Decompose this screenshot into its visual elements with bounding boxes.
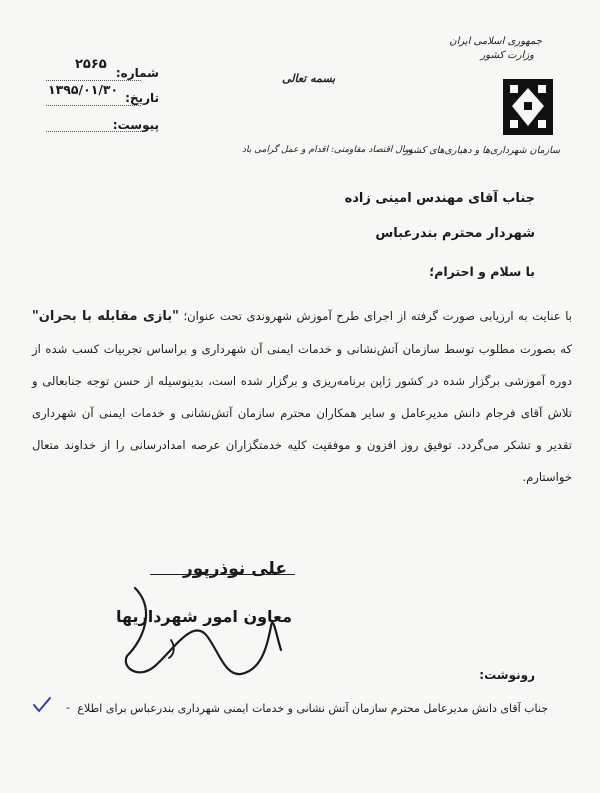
- cc-item: جناب آقای دانش مدیرعامل محترم سازمان آتش نشانی و خدمات ایمنی شهرداری بندرعباس برای اطلاع: [77, 702, 548, 715]
- recipient-line2: شهردار محترم بندرعباس: [375, 226, 535, 241]
- bismillah: بسمه تعالی: [282, 72, 336, 85]
- greeting: با سلام و احترام؛: [429, 264, 535, 279]
- org-name: سازمان شهرداری‌ها و دهیاری‌های کشور: [403, 145, 560, 156]
- quoted-title: "بازی مقابله با بحران": [32, 309, 179, 324]
- date-underline: [46, 105, 141, 106]
- emblem-line1: جمهوری اسلامی ایران: [449, 36, 542, 47]
- number-label: شماره:: [115, 66, 159, 80]
- cc-label: رونوشت:: [479, 668, 535, 682]
- date-label: تاریخ:: [125, 91, 159, 105]
- signer-name: علی نوذرپور: [182, 559, 287, 579]
- cc-dash: -: [66, 701, 70, 714]
- attachment-label: پیوست:: [112, 118, 159, 132]
- emblem-line2: وزارت کشور: [480, 50, 534, 61]
- year-slogan: سال اقتصاد مقاومتی: اقدام و عمل گرامی باد: [242, 145, 413, 155]
- signer-title: معاون امور شهرداریها: [115, 607, 292, 626]
- signature-strike: [150, 574, 295, 575]
- attachment-underline: [46, 131, 141, 132]
- number-underline: [46, 80, 141, 81]
- checkmark-icon: [32, 696, 52, 714]
- body-rest: که بصورت مطلوب توسط سازمان آتش‌نشانی و خدمات ایمنی آن شهرداری و براساس تجربیات کسب شده از دوره آموزشی برگزار شده در کشور ژاپن برنامه‌ریزی و برگزار شده است، بدینوسیله از حسن توجه جنابعالی و تلاش آقای فرجام دانش مدیرعامل و سایر همکاران محترم سازمان آتش‌نشانی و خدمات ایمنی آن شهرداری تقدیر و تشکر می‌گردد. توفیق روز افزون و موفقیت کلیه خدمتگزاران عرصه امدادرسانی را از خداوند متعال خواستارم.: [32, 342, 572, 484]
- letter-body: [32, 300, 572, 493]
- recipient-line1: جناب آقای مهندس امینی زاده: [344, 191, 535, 206]
- number-value: ۲۵۶۵: [75, 57, 107, 72]
- body-intro: با عنایت به ارزیابی صورت گرفته از اجرای طرح آموزش شهروندی تحت عنوان؛: [183, 309, 573, 323]
- handwritten-signature: [95, 578, 305, 686]
- date-value: ۱۳۹۵/۰۱/۳۰: [48, 82, 119, 97]
- ministry-logo: [500, 76, 556, 138]
